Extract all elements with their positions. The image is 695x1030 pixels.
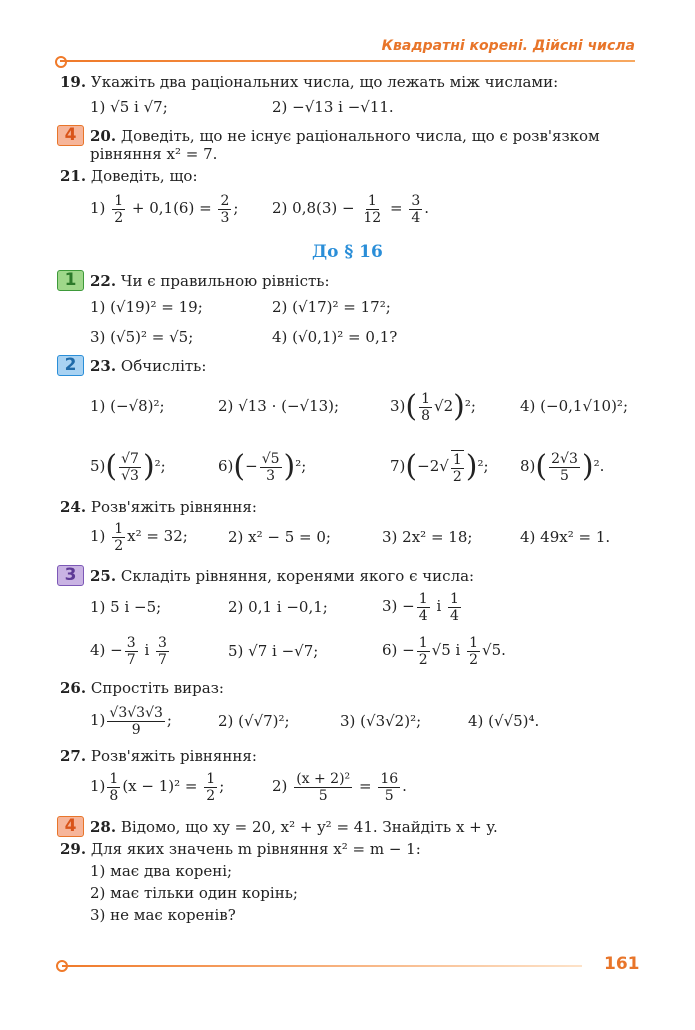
- running-header: Квадратні корені. Дійсні числа: [381, 38, 635, 54]
- numerator: 1: [109, 770, 119, 787]
- paren: ): [142, 449, 155, 484]
- problem-22-option-3: 3) (√5)² = √5;: [90, 328, 194, 346]
- difficulty-badge: 4: [57, 816, 84, 837]
- difficulty-badge: 2: [57, 355, 84, 376]
- problem-29-option-3: 3) не має коренів?: [90, 906, 236, 924]
- expr: =: [358, 777, 372, 795]
- problem-number: 28.: [90, 818, 117, 836]
- expr: ².: [593, 457, 605, 475]
- problem-25-option-4: [90, 632, 171, 668]
- paren: ): [283, 449, 296, 484]
- problem-26-option-4: 4) (√√5)⁴.: [468, 712, 540, 730]
- fraction: [119, 451, 141, 484]
- numerator: 1: [469, 634, 479, 651]
- fraction: [467, 635, 480, 668]
- numerator: 3: [126, 634, 136, 651]
- expr: √2: [434, 397, 454, 415]
- header-rule: [60, 60, 635, 62]
- header-dot: [55, 56, 67, 68]
- problem-27-option-1: [90, 768, 224, 804]
- label: 6) −: [382, 641, 415, 659]
- denominator: 8: [109, 787, 119, 804]
- problem-23-option-5: [90, 446, 166, 486]
- fraction: [378, 771, 400, 804]
- expr: √5.: [482, 641, 506, 659]
- punct: .: [424, 199, 430, 217]
- fraction: [409, 193, 422, 226]
- numerator: √3√3√3: [109, 704, 163, 721]
- problem-text: Укажіть два раціональних числа, що лежать між числами:: [90, 73, 559, 91]
- problem-25-option-6: [382, 632, 506, 668]
- problem-23-option-3: [390, 388, 476, 424]
- punct: .: [402, 777, 407, 795]
- problem-19: [60, 72, 558, 92]
- numerator: 1: [367, 192, 377, 209]
- problem-29-option-1: 1) має два корені;: [90, 862, 233, 880]
- denominator: 4: [411, 209, 421, 226]
- numerator: 2: [220, 192, 230, 209]
- paren: (: [233, 449, 246, 484]
- punct: ;: [233, 199, 239, 217]
- punct: ;: [166, 711, 172, 729]
- numerator: 2√3: [551, 450, 578, 467]
- denominator: 2: [469, 651, 479, 668]
- problem-number: 21.: [60, 167, 87, 185]
- problem-text: Спростіть вираз:: [90, 679, 224, 697]
- label: 1): [90, 711, 106, 729]
- problem-24-option-2: 2) x² − 5 = 0;: [228, 528, 331, 546]
- problem-number: 29.: [60, 840, 87, 858]
- denominator: 7: [158, 651, 167, 668]
- problem-text: Доведіть, що не існує раціонального числа, що є розв'язком: [120, 127, 600, 145]
- problem-29-option-2: 2) має тільки один корінь;: [90, 884, 298, 902]
- numerator: 1: [418, 590, 428, 607]
- problem-21-option-2: [272, 190, 429, 226]
- problem-27-option-2: [272, 768, 407, 804]
- numerator: 1: [114, 520, 124, 537]
- denominator: 5: [384, 787, 394, 804]
- problem-28: [90, 817, 498, 837]
- expr: (x − 1)² =: [122, 777, 198, 795]
- expr: =: [390, 199, 403, 217]
- page-number: 161: [604, 954, 640, 974]
- denominator: 2: [114, 209, 124, 226]
- paren: (: [535, 449, 548, 484]
- problem-number: 25.: [90, 567, 117, 585]
- fraction: [294, 771, 352, 804]
- problem-22-option-2: 2) (√17)² = 17²;: [272, 298, 391, 316]
- label: 1): [90, 199, 106, 217]
- problem-22-option-4: 4) (√0,1)² = 0,1?: [272, 328, 398, 346]
- denominator: 4: [418, 607, 428, 624]
- denominator: 5: [318, 787, 328, 804]
- numerator: 3: [411, 192, 421, 209]
- paren: ): [465, 449, 478, 484]
- fraction: [361, 193, 383, 226]
- fraction: [260, 451, 282, 484]
- expr: ²;: [154, 457, 166, 475]
- problem-text: Обчисліть:: [120, 357, 207, 375]
- problem-number: 26.: [60, 679, 87, 697]
- paren: (: [405, 389, 418, 424]
- problem-19-option-1: 1) √5 і √7;: [90, 98, 168, 116]
- problem-number: 19.: [60, 73, 87, 91]
- paren: (: [105, 449, 118, 484]
- problem-24-option-1: [90, 518, 188, 554]
- denominator: 4: [450, 607, 459, 624]
- fraction: [107, 771, 120, 804]
- problem-text: Чи є правильною рівність:: [120, 272, 330, 290]
- problem-29: [60, 839, 421, 859]
- denominator: 12: [363, 209, 382, 226]
- problem-number: 20.: [90, 127, 117, 145]
- problem-23-option-4: 4) (−0,1√10)²;: [520, 397, 629, 415]
- fraction: [125, 635, 138, 668]
- fraction: [549, 451, 580, 484]
- expr: √5 і: [431, 641, 461, 659]
- problem-20: [90, 126, 600, 146]
- expr: і: [144, 641, 150, 659]
- label: 3): [390, 397, 406, 415]
- numerator: 16: [380, 770, 399, 787]
- problem-24-option-3: 3) 2x² = 18;: [382, 528, 473, 546]
- denominator: 9: [131, 721, 141, 738]
- problem-23-option-1: 1) (−√8)²;: [90, 397, 165, 415]
- problem-24: [60, 497, 257, 517]
- numerator: 1: [206, 770, 216, 787]
- problem-26-option-2: 2) (√√7)²;: [218, 712, 290, 730]
- problem-23: [90, 356, 206, 376]
- expr: x² = 32;: [127, 527, 188, 545]
- punct: ;: [219, 777, 225, 795]
- problem-26-option-1: [90, 702, 172, 738]
- difficulty-badge: 1: [57, 270, 84, 291]
- problem-25: [90, 566, 474, 586]
- denominator: 2: [452, 468, 462, 485]
- section-heading: До § 16: [312, 242, 383, 262]
- denominator: 2: [114, 537, 124, 554]
- problem-number: 24.: [60, 498, 87, 516]
- label: 5): [90, 457, 106, 475]
- problem-20-line-2: рівняння x² = 7.: [90, 145, 218, 163]
- fraction: [107, 705, 164, 738]
- fraction: [448, 591, 461, 624]
- problem-number: 23.: [90, 357, 117, 375]
- problem-22-option-1: 1) (√19)² = 19;: [90, 298, 203, 316]
- problem-25-option-2: 2) 0,1 і −0,1;: [228, 598, 328, 616]
- expr: −2: [417, 457, 440, 475]
- numerator: 1: [114, 192, 124, 209]
- problem-number: 27.: [60, 747, 87, 765]
- problem-25-option-3: [382, 588, 463, 624]
- label: 3) −: [382, 597, 415, 615]
- problem-26-option-3: 3) (√3√2)²;: [340, 712, 422, 730]
- problem-text: Відомо, що xy = 20, x² + y² = 41. Знайдіть x + y.: [120, 818, 498, 836]
- fraction: [451, 450, 464, 485]
- label: 1): [90, 777, 106, 795]
- numerator: (x + 2)²: [296, 770, 351, 787]
- numerator: 1: [452, 451, 462, 468]
- fraction: [112, 193, 125, 226]
- difficulty-badge: 3: [57, 565, 84, 586]
- numerator: √7: [121, 450, 139, 467]
- denominator: 8: [421, 407, 431, 424]
- paren: ): [581, 449, 594, 484]
- expr: 2) 0,8(3) −: [272, 199, 355, 217]
- problem-number: 22.: [90, 272, 117, 290]
- fraction: [417, 635, 430, 668]
- problem-21: [60, 166, 198, 186]
- label: 8): [520, 457, 536, 475]
- problem-23-option-7: 7)(−2√ $\frac{1}{2}$ )²;: [390, 449, 489, 485]
- numerator: √5: [261, 450, 280, 467]
- numerator: 1: [421, 390, 431, 407]
- problem-text: Складіть рівняння, коренями якого є числа:: [120, 567, 475, 585]
- problem-text: Розв'яжіть рівняння:: [90, 747, 257, 765]
- fraction: [417, 591, 430, 624]
- expr: ²;: [464, 397, 476, 415]
- fraction: [419, 391, 432, 424]
- problem-25-option-5: 5) √7 і −√7;: [228, 642, 319, 660]
- problem-23-option-2: 2) √13 · (−√13);: [218, 397, 340, 415]
- fraction: [156, 635, 169, 668]
- paren: ): [453, 389, 465, 424]
- denominator: 2: [418, 651, 428, 668]
- problem-23-option-8: [520, 446, 604, 486]
- problem-26: [60, 678, 224, 698]
- expr: ²;: [477, 457, 489, 475]
- expr: ²;: [295, 457, 307, 475]
- label: 6): [218, 457, 234, 475]
- problem-21-option-1: [90, 190, 238, 226]
- numerator: 3: [158, 634, 167, 651]
- problem-27: [60, 746, 257, 766]
- denominator: 2: [206, 787, 216, 804]
- footer-rule: [62, 965, 582, 967]
- numerator: 1: [418, 634, 428, 651]
- numerator: 1: [450, 590, 459, 607]
- problem-24-option-4: 4) 49x² = 1.: [520, 528, 611, 546]
- label: 7): [390, 457, 406, 475]
- fraction: [112, 521, 125, 554]
- paren: (: [405, 449, 418, 484]
- problem-23-option-6: 6)(− $\frac{√5}{3}$ )²;: [218, 449, 307, 484]
- label: 1): [90, 527, 106, 545]
- problem-22: [90, 271, 330, 291]
- denominator: 5: [560, 467, 569, 484]
- problem-19-option-2: 2) −√13 і −√11.: [272, 98, 394, 116]
- problem-text: Для яких значень m рівняння x² = m − 1:: [90, 840, 421, 858]
- fraction: [218, 193, 231, 226]
- denominator: √3: [121, 467, 139, 484]
- expr: + 0,1(6) =: [131, 199, 212, 217]
- label: 2): [272, 777, 288, 795]
- problem-text: Розв'яжіть рівняння:: [90, 498, 257, 516]
- fraction: [204, 771, 217, 804]
- denominator: 3: [266, 467, 276, 484]
- denominator: 3: [220, 209, 230, 226]
- problem-25-option-1: 1) 5 і −5;: [90, 598, 162, 616]
- difficulty-badge: 4: [57, 125, 84, 146]
- label: 4) −: [90, 641, 123, 659]
- expr: і: [436, 597, 442, 615]
- denominator: 7: [126, 651, 136, 668]
- problem-text: Доведіть, що:: [90, 167, 198, 185]
